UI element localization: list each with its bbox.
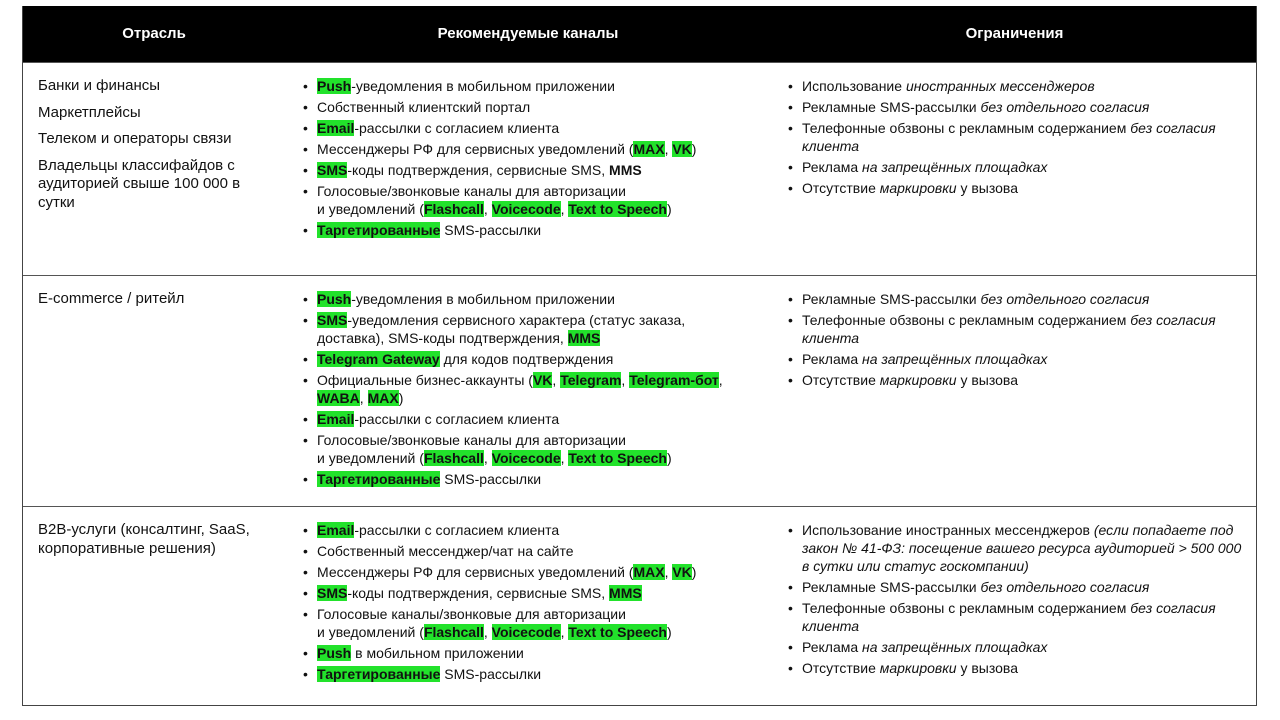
channels-list xyxy=(303,521,753,686)
channel-highlight: Voicecode xyxy=(491,450,561,466)
list-item xyxy=(303,584,753,602)
text-segment: -уведомления в мобильном приложении xyxy=(351,78,615,94)
text-segment: -коды подтверждения, сервисные SMS, xyxy=(347,585,610,601)
channel-highlight: SMS xyxy=(317,312,348,328)
text-segment: , xyxy=(552,372,561,388)
text-segment: , xyxy=(359,390,368,406)
table-header xyxy=(23,6,1256,62)
italic-text: без согласия клиента xyxy=(802,120,1216,154)
list-item xyxy=(788,290,1248,308)
channel-highlight: Email xyxy=(317,522,355,538)
italic-text: маркировки xyxy=(879,180,957,196)
italic-text: иностранных мессенджеров xyxy=(905,78,1095,94)
channel-highlight: WABA xyxy=(317,390,360,406)
industry-cell xyxy=(38,290,270,317)
text-segment: , xyxy=(560,624,569,640)
list-item xyxy=(303,644,753,662)
channel-highlight: Flashcall xyxy=(423,450,484,466)
list-item xyxy=(303,119,753,137)
channel-highlight: Voicecode xyxy=(491,201,561,217)
text-segment: Отсутствие xyxy=(802,660,880,676)
text-segment: Мессенджеры РФ для сервисных уведомлений ( xyxy=(317,564,634,580)
list-item xyxy=(303,161,753,179)
channels-table xyxy=(22,6,1257,706)
text-segment: у вызова xyxy=(956,372,1018,388)
italic-text: на запрещённых площадках xyxy=(862,159,1048,175)
list-item xyxy=(303,431,753,467)
industry-label: Маркетплейсы xyxy=(38,103,141,121)
list-item xyxy=(303,221,753,239)
limits-list xyxy=(788,521,1248,680)
text-segment: Телефонные обзвоны с рекламным содержанием xyxy=(802,600,1131,616)
list-item xyxy=(788,599,1248,635)
industry-label: E-commerce / ритейл xyxy=(38,290,185,307)
list-item xyxy=(788,179,1248,197)
header-limits: Ограничения xyxy=(965,25,1064,42)
channel-highlight: MMS xyxy=(609,585,642,601)
italic-text: маркировки xyxy=(879,372,957,388)
text-segment: Рекламные SMS-рассылки xyxy=(802,291,981,307)
channel-highlight: VK xyxy=(672,141,692,157)
text-segment: и уведомлений ( xyxy=(317,624,424,640)
channel-highlight: Flashcall xyxy=(423,201,484,217)
list-item xyxy=(788,659,1248,677)
text-segment: Рекламные SMS-рассылки xyxy=(802,579,981,595)
text-segment: Использование иностранных мессенджеров xyxy=(802,522,1094,538)
text-segment: Голосовые/звонковые каналы для авторизации xyxy=(317,183,626,199)
text-segment: , xyxy=(483,201,492,217)
channel-highlight: SMS xyxy=(317,585,348,601)
list-item xyxy=(303,140,753,158)
list-item xyxy=(303,563,753,581)
channels-list xyxy=(303,77,753,242)
italic-text: без отдельного согласия xyxy=(980,291,1150,307)
italic-text: на запрещённых площадках xyxy=(862,639,1048,655)
channel-highlight: Telegram-бот xyxy=(629,372,719,388)
text-segment: , xyxy=(560,450,569,466)
list-item xyxy=(788,98,1248,116)
text-segment: Отсутствие xyxy=(802,372,880,388)
header-industry: Отрасль xyxy=(122,25,186,42)
channel-highlight: Voicecode xyxy=(491,624,561,640)
channel-highlight: SMS xyxy=(317,162,348,178)
channels-list xyxy=(303,290,753,491)
industry-label: Телеком и операторы связи xyxy=(38,130,232,147)
channel-highlight: Email xyxy=(317,120,355,136)
list-item xyxy=(788,119,1248,155)
text-segment: , xyxy=(560,201,569,217)
table-row xyxy=(23,506,1256,706)
list-item xyxy=(303,410,753,428)
text-segment: ) xyxy=(691,141,697,157)
channel-highlight: VK xyxy=(672,564,692,580)
text-segment: SMS-рассылки xyxy=(440,222,542,238)
list-item xyxy=(788,638,1248,656)
text-segment: , xyxy=(483,624,492,640)
list-item xyxy=(303,290,753,308)
text-segment: Мессенджеры РФ для сервисных уведомлений ( xyxy=(317,141,634,157)
italic-text: без отдельного согласия xyxy=(980,579,1150,595)
industry-label: Владельцы классифайдов с аудиторией свыше 100 000 в сутки xyxy=(38,156,241,211)
list-item xyxy=(788,371,1248,389)
text-segment: и уведомлений ( xyxy=(317,201,424,217)
list-item xyxy=(303,521,753,539)
italic-text: маркировки xyxy=(879,660,957,676)
channel-highlight: Таргетированные xyxy=(317,471,441,487)
limits-list xyxy=(788,77,1248,200)
channel-highlight: Таргетированные xyxy=(317,666,441,682)
text-segment: , xyxy=(483,450,492,466)
text-segment: Телефонные обзвоны с рекламным содержанием xyxy=(802,312,1131,328)
text-segment: ) xyxy=(666,201,672,217)
channel-highlight: Push xyxy=(317,645,352,661)
channel-highlight: Push xyxy=(317,78,352,94)
list-item xyxy=(303,77,753,95)
text-segment: Реклама xyxy=(802,159,863,175)
channel-highlight: Text to Speech xyxy=(568,201,667,217)
channel-highlight: MAX xyxy=(633,564,665,580)
text-segment: Реклама xyxy=(802,351,863,367)
text-segment: Собственный мессенджер/чат на сайте xyxy=(317,543,574,559)
text-segment: Телефонные обзвоны с рекламным содержанием xyxy=(802,120,1131,136)
header-channels: Рекомендуемые каналы xyxy=(437,25,619,42)
text-segment: -рассылки с согласием клиента xyxy=(354,522,560,538)
channel-highlight: Text to Speech xyxy=(568,450,667,466)
channel-highlight: Email xyxy=(317,411,355,427)
industry-cell xyxy=(38,77,270,220)
text-segment: -рассылки с согласием клиента xyxy=(354,411,560,427)
list-item xyxy=(303,182,753,218)
italic-text: на запрещённых площадках xyxy=(862,351,1048,367)
list-item xyxy=(303,470,753,488)
list-item xyxy=(788,521,1248,575)
text-segment: -уведомления в мобильном приложении xyxy=(351,291,615,307)
channel-highlight: VK xyxy=(532,372,553,388)
text-segment: , xyxy=(664,141,673,157)
channel-highlight: Telegram xyxy=(560,372,622,388)
text-segment: Реклама xyxy=(802,639,863,655)
list-item xyxy=(303,542,753,560)
bold-text: MMS xyxy=(609,162,642,178)
list-item xyxy=(788,311,1248,347)
text-segment: SMS-рассылки xyxy=(440,471,542,487)
channel-highlight: Push xyxy=(317,291,352,307)
text-segment: -коды подтверждения, сервисные SMS, xyxy=(347,162,610,178)
text-segment: для кодов подтверждения xyxy=(439,351,614,367)
text-segment: -рассылки с согласием клиента xyxy=(354,120,560,136)
text-segment: -уведомления сервисного характера (статус заказа, доставка), SMS-коды подтверждения, xyxy=(317,312,686,346)
text-segment: SMS-рассылки xyxy=(440,666,542,682)
channel-highlight: MAX xyxy=(633,141,665,157)
text-segment: , xyxy=(621,372,630,388)
italic-text: без отдельного согласия xyxy=(980,99,1150,115)
text-segment: ) xyxy=(691,564,697,580)
list-item xyxy=(303,311,753,347)
italic-text: без согласия клиента xyxy=(802,312,1216,346)
text-segment: Использование xyxy=(802,78,906,94)
text-segment: , xyxy=(664,564,673,580)
text-segment: Голосовые/звонковые каналы для авторизации xyxy=(317,432,626,448)
industry-cell xyxy=(38,521,270,566)
text-segment: у вызова xyxy=(956,660,1018,676)
text-segment: Голосовые каналы/звонковые для авторизации xyxy=(317,606,626,622)
list-item xyxy=(303,605,753,641)
channel-highlight: Telegram Gateway xyxy=(317,351,440,367)
limits-list xyxy=(788,290,1248,392)
text-segment: Отсутствие xyxy=(802,180,880,196)
text-segment: в мобильном приложении xyxy=(351,645,524,661)
italic-text: (если попадаете под закон № 41-ФЗ: посещение вашего ресурса аудиторией > 500 000 в сутки или статус госкомпании) xyxy=(802,522,1242,574)
list-item xyxy=(788,158,1248,176)
text-segment: Официальные бизнес-аккаунты ( xyxy=(317,372,533,388)
text-segment: и уведомлений ( xyxy=(317,450,424,466)
text-segment: ) xyxy=(398,390,404,406)
list-item xyxy=(303,371,753,407)
italic-text: без согласия клиента xyxy=(802,600,1216,634)
channel-highlight: Text to Speech xyxy=(568,624,667,640)
table-row xyxy=(23,275,1256,506)
channel-highlight: Flashcall xyxy=(423,624,484,640)
list-item xyxy=(788,578,1248,596)
text-segment: ) xyxy=(666,624,672,640)
text-segment: ) xyxy=(666,450,672,466)
industry-label: B2B-услуги (консалтинг, SaaS, корпоративные решения) xyxy=(38,521,250,557)
list-item xyxy=(303,350,753,368)
list-item xyxy=(303,665,753,683)
table-row xyxy=(23,62,1256,275)
text-segment: Рекламные SMS-рассылки xyxy=(802,99,981,115)
industry-label: Банки и финансы xyxy=(38,77,161,94)
list-item xyxy=(788,350,1248,368)
channel-highlight: MMS xyxy=(567,330,601,346)
text-segment: , xyxy=(718,372,723,388)
channel-highlight: MAX xyxy=(367,390,399,406)
channel-highlight: Таргетированные xyxy=(317,222,441,238)
text-segment: Собственный клиентский портал xyxy=(317,99,531,115)
list-item xyxy=(303,98,753,116)
list-item xyxy=(788,77,1248,95)
text-segment: у вызова xyxy=(956,180,1018,196)
